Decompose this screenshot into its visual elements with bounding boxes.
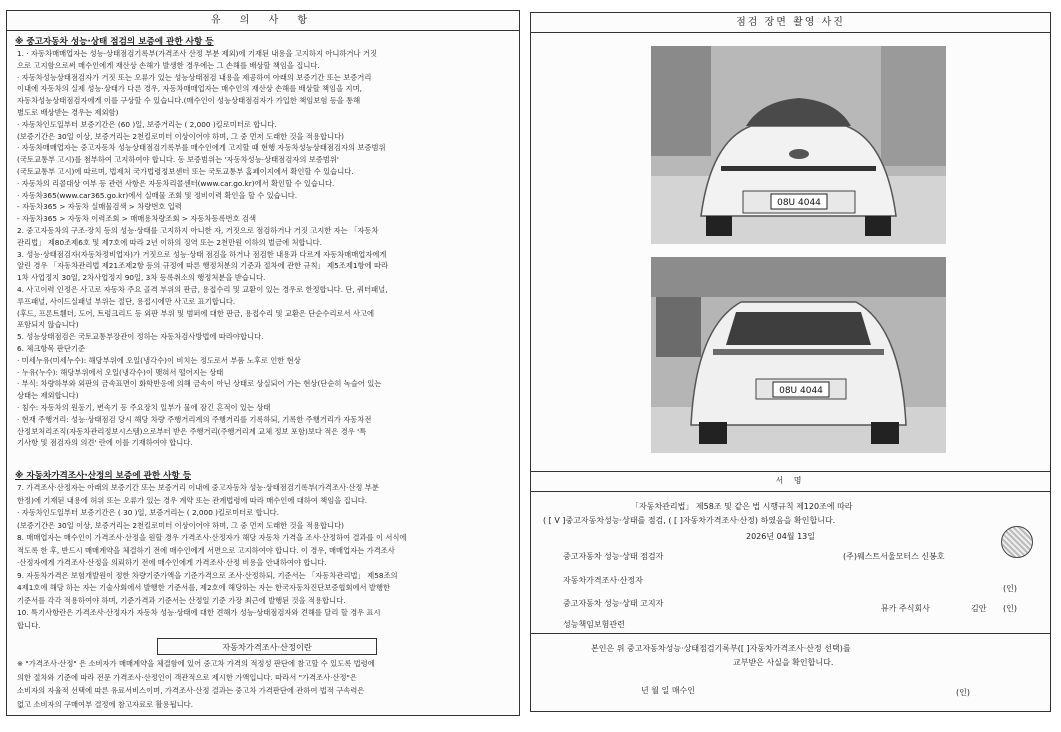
notice-line: 포함되지 않습니다) (17, 320, 79, 330)
notice-line: · 현재 주행거리: 성능·상태점검 당시 해당 차량 주행거리계의 주행거리를 기록하되, 기록한 주행거리가 자동차전 (17, 414, 372, 424)
notice-line: 상태는 제외합니다) (17, 391, 79, 401)
notice-line: ※ "가격조사·산정" 은 소비자가 매매계약을 체결함에 있어 중고차 가격의 적정성 판단에 참고할 수 있도록 법령에 (17, 659, 375, 668)
notice-line: (국토교통부 고시)에 따르며, 법제처 국가법령정보센터 또는 국토교통부 홈페이지에서 확인할 수 있습니다. (17, 167, 354, 176)
confirm-line: ( [ V ]중고자동차성능·상태를 점검, ( [ ]자동차가격조사·산정) 하였음을 확인합니다. (543, 516, 836, 525)
signature-divider (531, 471, 1050, 472)
section-price-head: ※ 자동차가격조사·산정의 보증에 관한 사항 등 (15, 471, 192, 481)
price-definition-title: 자동차가격조사·산정이란 (157, 638, 377, 655)
buyer-date-line: 년 월 일 매수인 (641, 686, 695, 695)
seller-name: 뮤카 주식회사 (881, 604, 930, 613)
notice-line: 5. 성능상태점검은 국토교통부장관이 정하는 자동차검사방법에 따라야합니다. (17, 332, 264, 342)
notice-line: · 자동차인도일부터 보증기간은 ( 30 )일, 보증거리는 ( 2,000 )킬로미터로 합니다. (17, 508, 280, 517)
notice-line: 기사항 및 점검자의 의견' 란에 이를 기재하여야 합니다. (17, 438, 193, 448)
seller-label: 중고자동차 성능·상태 고지자 (563, 599, 664, 608)
notice-line: · 자동차매매업자는 중고자동차 성능상태점검기록부를 매수인에게 고지할 때 현행 자동차성능상태점검자의 보증범위 (17, 143, 386, 153)
notice-line: · 누유(누수): 해당부위에서 오일(냉각수)이 맺혀서 떨어지는 상태 (17, 367, 224, 377)
notice-line: (국토교통부 고시)를 첨부하여 고지하여야 합니다. 동 보증범위는 '자동차성능·상태점검자의 보증범위' (17, 155, 339, 165)
price-assessor-label: 자동차가격조사·산정자 (563, 576, 643, 585)
insurance-label: 성능책임보험관련 (563, 620, 625, 629)
notice-line: 적도록 한 후, 반드시 매매계약을 체결하기 전에 매수인에게 서면으로 고지하여야 합니다. 이 경우, 매매업자는 가격조사 (17, 545, 395, 555)
notice-line: 7. 가격조사·산정자는 아래의 보증기간 또는 보증거리 이내에 중고자동차 성능·상태점검기록부(가격조사·산정 부분 (17, 483, 379, 492)
notice-line: 3. 성능·상태점검자(자동차정비업자)가 거짓으로 성능·상태 점검을 하거나 점검한 내용과 다르게 자동차매매업자에게 (17, 249, 387, 259)
notice-line: 4. 사고이력 인정은 사고로 자동차 주요 골격 부위의 판금, 용접수리 및 교환이 있는 경우로 한정합니다. 단, 쿼터패널, (17, 285, 388, 294)
notice-line: (후드, 프론트휀더, 도어, 트렁크리드 등 외판 부위 및 범퍼에 대한 판금, 용접수리 및 교환은 단순수리로서 사고에 (17, 308, 375, 318)
notice-line: 소비자의 자율적 선택에 따른 유료서비스이며, 가격조사·산정 결과는 중고차 가격판단에 관하여 법적 구속력은 (17, 686, 365, 695)
buyer-line-2: 교부받은 사실을 확인합니다. (733, 658, 834, 667)
photo-signature-page (530, 12, 1051, 712)
notice-title: 유 의 사 항 (7, 11, 519, 31)
notice-line: · 자동차인도일부터 보증기간은 (60 )일, 보증거리는 ( 2,000 )킬로미터로 합니다. (17, 119, 277, 129)
front-car-image (651, 46, 946, 244)
front-plate: 08U 4044 (777, 198, 821, 208)
notice-line: - 자동차365 > 자동차 실매물검색 > 차량번호 입력 (17, 202, 182, 212)
rear-car-image (651, 257, 946, 453)
front-photo (651, 46, 946, 244)
section-performance-head: ※ 중고자동차 성능·상태 점검의 보증에 관한 사항 등 (15, 37, 214, 47)
seller-seal: (인) (1003, 604, 1017, 613)
notice-line: · 자동차365(www.car365.go.kr)에서 실매물 조회 및 정비이력 확인을 할 수 있습니다. (17, 190, 298, 200)
notice-line: 별도로 배상받는 경우는 제외함) (17, 108, 119, 117)
notice-line: · 침수: 자동차의 원동기, 변속기 등 주요장치 일부가 물에 잠긴 흔적이 있는 상태 (17, 403, 271, 412)
notice-line: 1. · 자동차매매업자는 성능·상태점검기록부(가격조사 산정 부분 제외)에 기재된 내용을 고지하지 아니하거나 거짓 (17, 49, 378, 58)
notice-line: 루프패널, 사이드실패널 부위는 절단, 용접시에만 사고로 표기합니다. (17, 296, 236, 306)
notice-line: 이내에 자동차의 실제 성능·상태가 다른 경우, 자동차매매업자는 매수인의 재산상 손해를 배상할 책임을 지며, (17, 84, 362, 94)
notice-line: 자동차성능상태점검자에게 이를 구상할 수 있습니다.(매수인이 성능상태점검자가 가입한 책임보험 등을 통해 (17, 96, 361, 106)
notice-line: 관리법」 제80조제6호 및 제7호에 따라 2년 이하의 징역 또는 2천만원 이하의 벌금에 처합니다. (17, 237, 322, 247)
notice-line: 4제1호에 해당 하는 자는 기술사회에서 발행한 기준서를, 제2호에 해당하는 자는 한국자동차진단보증협회에서 발행한 (17, 583, 391, 592)
notice-page (6, 10, 520, 716)
signature-title-divider (531, 491, 1050, 492)
notice-line: 알린 경우 「자동차관리법 제21조제2항 등의 규정에 따른 행정처분의 기준과 절차에 관한 규칙」 제5조제1항에 따라 (17, 261, 389, 271)
seller-person: 김안 (971, 604, 987, 613)
notice-line: 한정)에 기재된 내용에 허위 또는 오류가 있는 경우 계약 또는 관계법령에 따라 매수인에 대하여 책임을 집니다. (17, 495, 368, 505)
notice-line: 2. 중고자동차의 구조·장치 등의 성능·상태를 고지하지 아니한 자, 거짓으로 점검하거나 거짓 고지한 자는 「자동차 (17, 226, 379, 235)
notice-line: · 자동차성능상태점검자가 거짓 또는 오류가 있는 성능상태점검 내용을 제공하여 아래의 보증기간 또는 보증거리 (17, 72, 372, 82)
notice-line: 6. 체크항목 판단기준 (17, 344, 85, 353)
notice-line: 8. 매매업자는 매수인이 가격조사·산정을 원할 경우 가격조사·산정자가 해당 자동차 가격을 조사·산정하여 결과를 이 서식에 (17, 533, 407, 542)
notice-line: 합니다. (17, 620, 41, 630)
price-assessor-seal: (인) (1003, 584, 1017, 593)
buyer-seal: (인) (956, 688, 970, 697)
company-seal (1001, 526, 1033, 558)
notice-line: · 자동차의 리콜대상 여부 등 관련 사항은 자동차리콜센터(www.car.go.kr)에서 확인할 수 있습니다. (17, 178, 335, 188)
notice-line: 1차 사업정지 30일, 2차사업정지 90일, 3차 등록취소의 행정처분을 받습니다. (17, 273, 266, 283)
signature-title: 서 명 (775, 476, 806, 485)
rear-photo (651, 257, 946, 453)
notice-line: · 부식: 차량하부와 외판의 금속표면이 화학반응에 의해 금속이 아닌 상태로 상실되어 가는 현상(단순히 녹슬어 있는 (17, 379, 382, 389)
sign-date: 2026년 04월 13일 (746, 532, 815, 541)
inspector-label: 중고자동차 성능·상태 점검자 (563, 552, 664, 561)
notice-line: 10. 특기사항란은 가격조사·산정자가 자동차 성능·상태에 대한 견해가 성능·상태점검자와 견해를 달리 할 경우 표시 (17, 608, 381, 617)
notice-line: 기준서를 각각 적용하여야 하며, 기준가격과 기준서는 산정일 기준 가장 최근에 발행된 것을 적용합니다. (17, 595, 346, 605)
notice-line: 9. 자동차가격은 보험개발원이 정한 차량기준가액을 기준가격으로 조사·산정하되, 기준서는 「자동차관리법」 제58조의 (17, 570, 398, 580)
notice-line: (보증기간은 30일 이상, 보증거리는 2천킬로미터 이상이어야 하며, 그 중 먼저 도래한 것을 적용합니다) (17, 131, 344, 141)
notice-line: (보증기간은 30일 이상, 보증거리는 2천킬로미터 이상이어야 하며, 그 중 먼저 도래한 것을 적용합니다) (17, 520, 344, 530)
notice-line: - 자동차365 > 자동차 이력조회 > 매매용차량조회 > 자동차등록번호 검색 (17, 214, 257, 224)
law-line: 「자동차관리법」 제58조 및 같은 법 시행규칙 제120조에 따라 (631, 502, 853, 511)
buyer-line-1: 본인은 위 중고자동차성능·상태점검기록부([ ]자동차가격조사·산정 선택)를 (591, 644, 851, 653)
photos-title: 점검 장면 촬영 사진 (531, 13, 1050, 33)
rear-plate: 08U 4044 (779, 386, 823, 396)
notice-line: ·산정자에게 가격조사·산정을 의뢰하기 전에 매수인에게 가격조사·산정 비용을 안내하여야 합니다. (17, 558, 327, 567)
inspector-name: (주)웨스트서울모터스 신봉호 (843, 552, 945, 561)
buyer-divider (531, 633, 1050, 634)
notice-line: 의한 절차와 기준에 따라 전문 가격조사·산정인이 객관적으로 제시한 가액입니다. 따라서 "가격조사·산정"은 (17, 672, 357, 682)
notice-line: 으로 고지함으로써 매수인에게 재산상 손해가 발생한 경우에는 그 손해를 배상할 책임을 집니다. (17, 60, 320, 70)
notice-line: 없고 소비자의 구매여부 결정에 참고자료로 활용됩니다. (17, 699, 194, 709)
notice-line: 산정보처리조직(자동차관리정보시스템)으로부터 받은 주행거리(주행거리계 교체 정보 포함)보다 적은 경우 '특 (17, 426, 367, 436)
notice-line: · 미세누유(미세누수): 해당부위에 오일(냉각수)이 비치는 정도로서 부품 노후로 인한 현상 (17, 355, 301, 365)
